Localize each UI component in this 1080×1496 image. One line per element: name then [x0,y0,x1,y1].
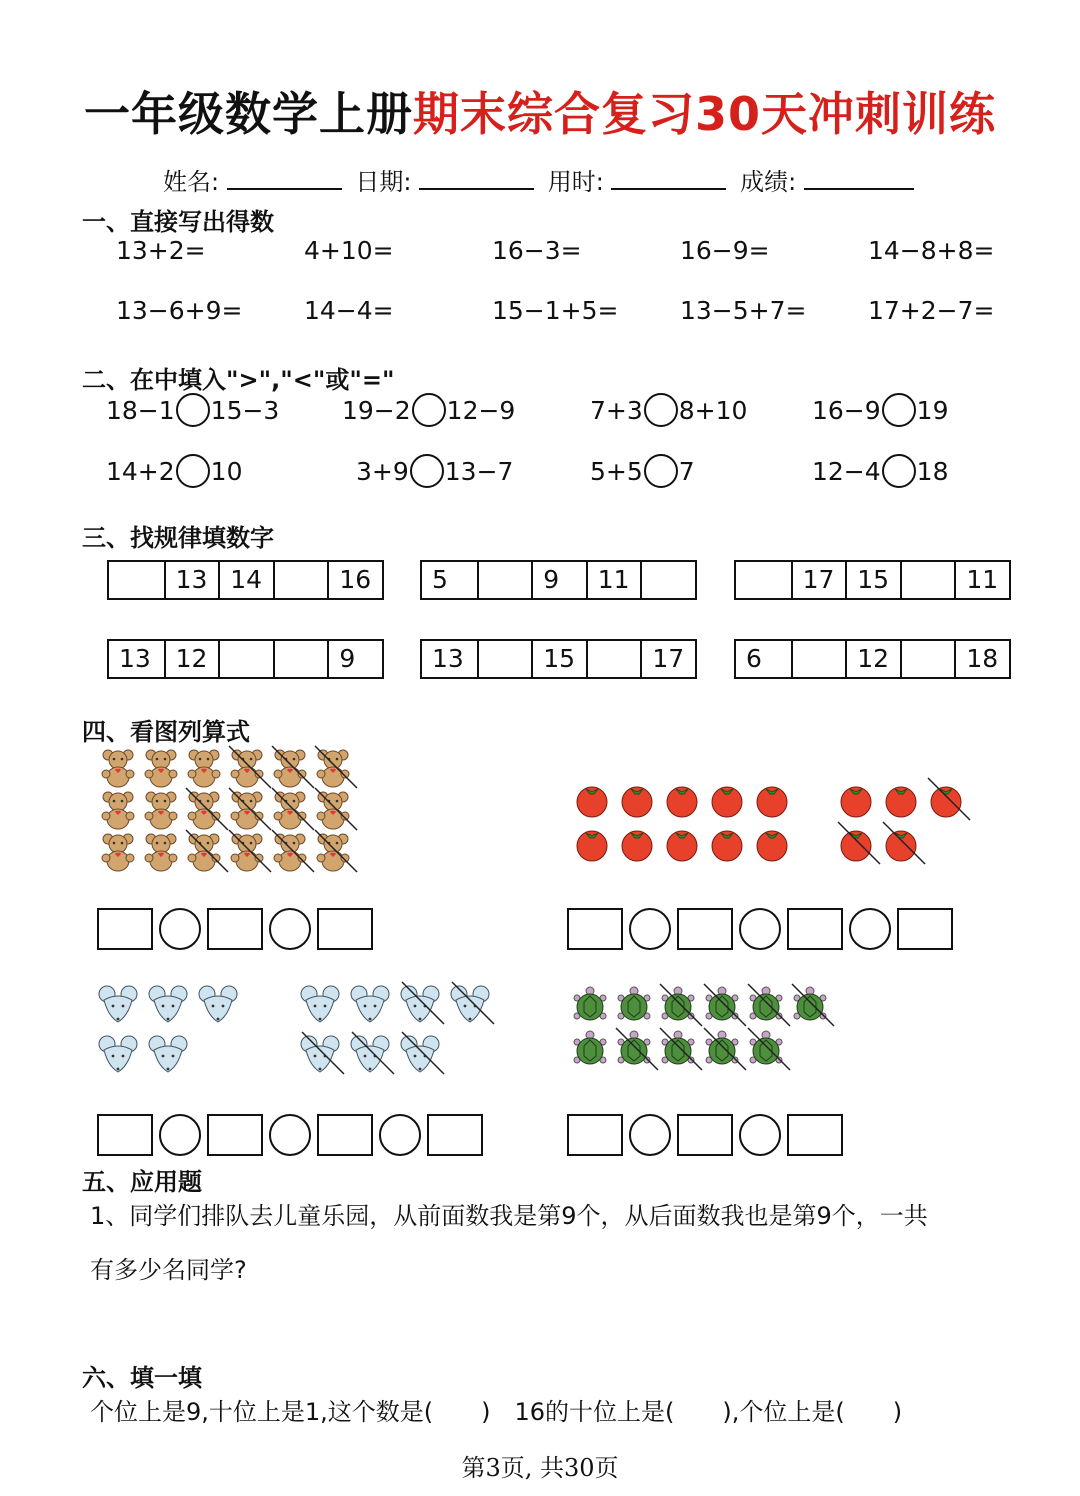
blank-cell[interactable] [640,562,695,598]
word-problem-line-1: 1、同学们排队去儿童乐园，从前面数我是第9个，从后面数我也是第9个，一共 [90,1202,928,1230]
mouse-icon [350,1034,390,1074]
mouse-icon [300,1034,340,1074]
number-box[interactable] [567,908,623,950]
left-expression: 14+2 [106,456,175,486]
blank-cell[interactable] [791,641,846,677]
number-box[interactable] [317,1114,373,1156]
number-cell: 5 [432,565,448,594]
compare-item [342,393,515,427]
section-5-heading: 五、应用题 [82,1168,202,1196]
operator-circle[interactable] [159,1114,201,1156]
sequence-grid [734,639,1011,679]
blank-cell[interactable] [900,641,955,677]
number-cell: 13 [119,644,151,673]
expression: 15−1+5= [492,296,619,325]
number-box[interactable] [567,1114,623,1156]
turtle-icon [702,1030,742,1070]
fill-in-line: 个位上是9,十位上是1,这个数是( ) 16的十位上是( ),个位上是( ) [90,1398,903,1426]
tomato-icon [752,780,792,820]
teddy-bear-icon [270,748,310,788]
tomato-icon [926,780,966,820]
number-box[interactable] [427,1114,483,1156]
number-cell: 13 [164,562,219,598]
number-box[interactable] [317,908,373,950]
right-expression: 7 [678,456,695,486]
turtle-icon [614,1030,654,1070]
right-expression: 13−7 [444,456,514,486]
right-expression: 12−9 [446,395,516,425]
blank-cell[interactable] [586,641,641,677]
operator-circle[interactable] [739,908,781,950]
blank-cell[interactable] [736,562,791,598]
number-cell: 15 [531,641,586,677]
name-label: 姓名: [163,168,220,196]
number-box[interactable] [97,1114,153,1156]
turtle-icon [746,986,786,1026]
number-cell: 12 [164,641,219,677]
teddy-bear-icon [313,790,353,830]
teddy-bear-icon [313,832,353,872]
compare-item [812,393,948,427]
sequence-grid [107,639,384,679]
expression: 14−8+8= [868,236,995,265]
teddy-bear-icon [227,790,267,830]
expression: 16−3= [492,236,582,265]
number-cell: 9 [327,641,382,677]
expression: 13+2= [116,236,206,265]
teddy-bear-icon [184,748,224,788]
operator-circle[interactable] [379,1114,421,1156]
number-box[interactable] [787,1114,843,1156]
compare-item [590,454,695,488]
blank-cell[interactable] [273,641,328,677]
compare-item [812,454,948,488]
number-cell: 11 [954,562,1009,598]
answer-circle[interactable] [412,393,446,427]
left-expression: 19−2 [342,395,411,425]
section-4-heading: 四、看图列算式 [82,718,250,746]
score-label: 成绩: [740,168,797,196]
teddy-bear-icon [141,790,181,830]
section-2-heading: 二、在中填入">","<"或"=" [82,366,395,394]
mouse-icon [400,1034,440,1074]
mouse-icon [350,984,390,1024]
blank-cell[interactable] [900,562,955,598]
left-expression: 18−1 [106,395,175,425]
answer-circle[interactable] [410,454,444,488]
blank-cell[interactable] [218,641,273,677]
teddy-bear-icon [184,832,224,872]
number-box[interactable] [787,908,843,950]
section-3-heading: 三、找规律填数字 [82,524,274,552]
time-label: 用时: [547,168,604,196]
mouse-icon [98,1034,138,1074]
expression: 17+2−7= [868,296,995,325]
right-expression: 15−3 [210,395,280,425]
teddy-bear-icon [98,748,138,788]
left-expression: 7+3 [590,395,643,425]
mouse-icon [400,984,440,1024]
mouse-icon [300,984,340,1024]
tomato-icon [662,780,702,820]
turtle-icon [658,1030,698,1070]
teddy-bear-icon [98,832,138,872]
mouse-icon [148,984,188,1024]
mouse-icon [198,984,238,1024]
answer-circle[interactable] [176,393,210,427]
right-expression: 19 [916,395,949,425]
number-box[interactable] [207,1114,263,1156]
right-expression: 18 [916,456,949,486]
number-box[interactable] [897,908,953,950]
operator-circle[interactable] [159,908,201,950]
left-expression: 12−4 [812,456,881,486]
sequence-grid [734,560,1011,600]
teddy-bear-icon [227,832,267,872]
blank-cell[interactable] [109,562,164,598]
compare-item [106,393,279,427]
teddy-bear-icon [98,790,138,830]
answer-circle[interactable] [882,454,916,488]
turtle-icon [790,986,830,1026]
sequence-grid [420,560,697,600]
tomato-icon [881,824,921,864]
compare-item [106,454,242,488]
operator-circle[interactable] [629,908,671,950]
page-number: 第3页, 共30页 [461,1454,619,1482]
tomato-icon [836,824,876,864]
tomato-icon [572,780,612,820]
tomato-icon [752,824,792,864]
operator-circle[interactable] [849,908,891,950]
section-6-heading: 六、填一填 [82,1364,202,1392]
operator-circle[interactable] [269,1114,311,1156]
operator-circle[interactable] [739,1114,781,1156]
number-box[interactable] [207,908,263,950]
number-cell: 18 [954,641,1009,677]
page-title [0,78,1080,144]
turtle-icon [570,1030,610,1070]
blank-cell[interactable] [273,562,328,598]
section-1-heading: 一、直接写出得数 [82,208,274,236]
blank-cell[interactable] [477,641,532,677]
left-expression: 3+9 [356,456,409,486]
mouse-icon [450,984,490,1024]
blank-cell[interactable] [477,562,532,598]
teddy-bear-icon [141,832,181,872]
score-field[interactable] [804,166,914,190]
answer-circle[interactable] [644,393,678,427]
title-red-part: 期末综合复习30天冲刺训练 [412,87,996,141]
number-box[interactable] [677,1114,733,1156]
equation-row [567,1114,843,1156]
date-field[interactable] [419,166,534,190]
tomato-icon [707,780,747,820]
tomato-icon [707,824,747,864]
tomato-icon [617,780,657,820]
turtle-icon [570,986,610,1026]
answer-circle[interactable] [882,393,916,427]
number-cell: 16 [327,562,382,598]
expression: 13−6+9= [116,296,243,325]
equation-row [97,908,373,950]
date-label: 日期: [355,168,412,196]
operator-circle[interactable] [629,1114,671,1156]
expression: 13−5+7= [680,296,807,325]
word-problem-line-2: 有多少名同学? [90,1256,247,1284]
tomato-icon [836,780,876,820]
turtle-icon [746,1030,786,1070]
answer-circle[interactable] [176,454,210,488]
time-field[interactable] [611,166,726,190]
student-info-line [163,162,914,197]
equation-row [97,1114,483,1156]
compare-item [590,393,747,427]
mouse-icon [98,984,138,1024]
turtle-icon [702,986,742,1026]
name-field[interactable] [227,166,342,190]
number-cell: 11 [586,562,641,598]
title-black-part: 一年级数学上册 [83,87,413,141]
turtle-icon [658,986,698,1026]
tomato-icon [662,824,702,864]
tomato-icon [881,780,921,820]
teddy-bear-icon [184,790,224,830]
right-expression: 10 [210,456,243,486]
tomato-icon [617,824,657,864]
left-expression: 5+5 [590,456,643,486]
number-cell: 13 [432,644,464,673]
number-cell: 9 [531,562,586,598]
teddy-bear-icon [227,748,267,788]
equation-row [567,908,953,950]
compare-item [356,454,513,488]
right-expression: 8+10 [678,395,748,425]
operator-circle[interactable] [269,908,311,950]
turtle-icon [614,986,654,1026]
teddy-bear-icon [313,748,353,788]
sequence-grid [420,639,697,679]
expression: 16−9= [680,236,770,265]
number-box[interactable] [677,908,733,950]
number-box[interactable] [97,908,153,950]
mouse-icon [148,1034,188,1074]
left-expression: 16−9 [812,395,881,425]
teddy-bear-icon [141,748,181,788]
number-cell: 17 [640,641,695,677]
number-cell: 14 [218,562,273,598]
tomato-icon [572,824,612,864]
teddy-bear-icon [270,832,310,872]
expression: 4+10= [304,236,394,265]
expression: 14−4= [304,296,394,325]
answer-circle[interactable] [644,454,678,488]
number-cell: 12 [845,641,900,677]
teddy-bear-icon [270,790,310,830]
number-cell: 6 [746,644,762,673]
number-cell: 15 [845,562,900,598]
number-cell: 17 [791,562,846,598]
sequence-grid [107,560,384,600]
